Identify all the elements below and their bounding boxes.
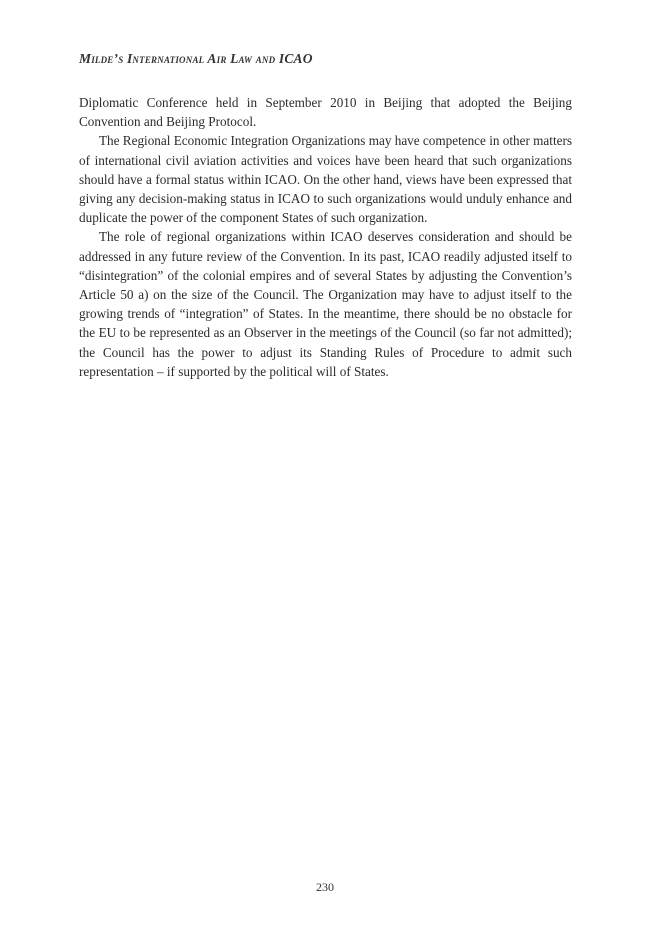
paragraph-regional-organizations: The Regional Economic Integration Organizations may have competence in other matters of international civil aviation activities and voices have been heard that such organizations should have a formal status within ICAO. On the other hand, views have been expressed that giving any decision-making status in ICAO to such organizations would unduly enhance and duplicate the power of the component States of such organization. (79, 133, 572, 226)
paragraph-continuation: Diplomatic Conference held in September 2010 in Beijing that adopted the Beijing Convention and Beijing Protocol. (79, 95, 572, 130)
paragraph-role-of-regional-organizations: The role of regional organizations within ICAO deserves consideration and should be addressed in any future review of the Convention. In its past, ICAO readily adjusted itself to “disintegration” of the colonial empires and of several States by adjusting the Convention’s Article 50 a) on the size of the Council. The Organization may have to adjust itself to the growing trends of “integration” of States. In the meantime, there should be no obstacle for the EU to be represented as an Observer in the meetings of the Council (so far not admitted); the Council has the power to adjust its Standing Rules of Procedure to admit such representation – if supported by the political will of States. (79, 229, 572, 379)
page-number: 230 (316, 880, 334, 894)
running-header-title: Milde’s International Air Law and ICAO (79, 51, 313, 66)
body-text (79, 93, 572, 381)
